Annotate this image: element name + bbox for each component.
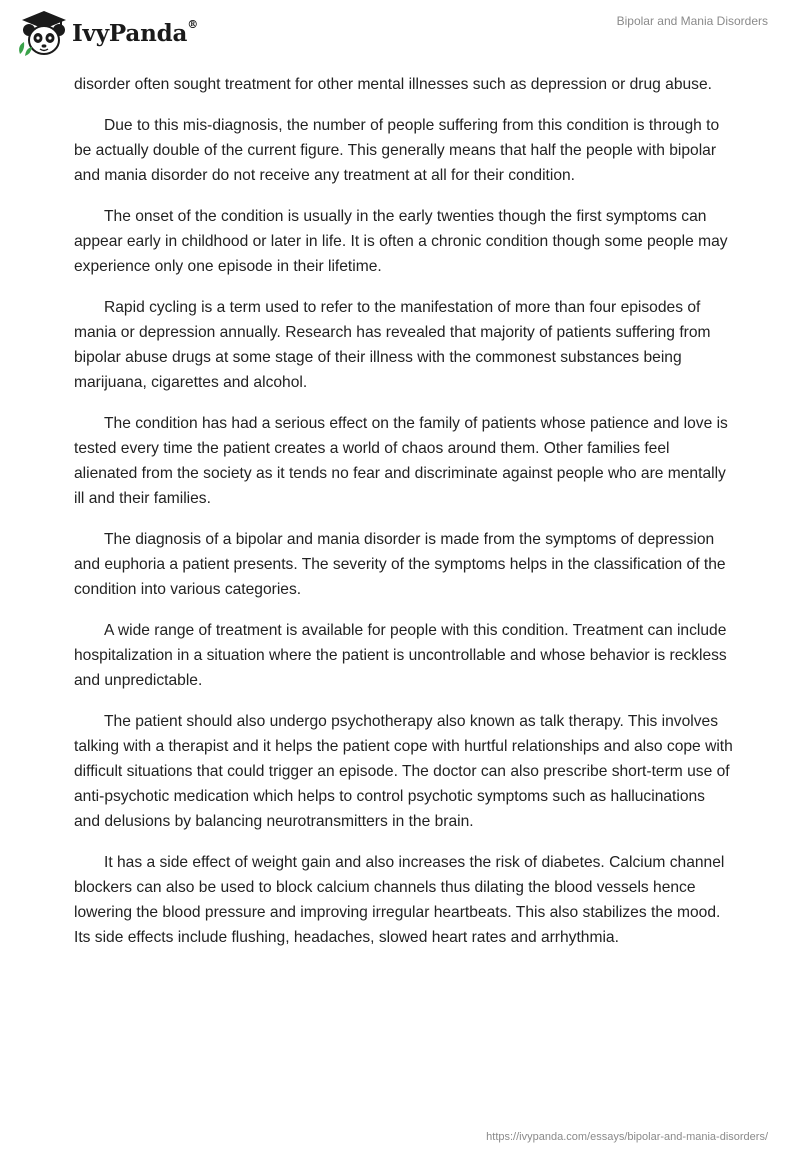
paragraph: Due to this mis-diagnosis, the number of people suffering from this condition is through to be actually double of the current figure. This generally means that half the people with bipolar and mania disorder do not receive any treatment at all for their condition. [74,117,720,184]
paragraph: A wide range of treatment is available for people with this condition. Treatment can include hospitalization in a situation where the patient is uncontrollable and whose behavior is reckless and unpredictable. [74,622,727,689]
registered-mark: ® [187,17,198,31]
source-url[interactable]: https://ivypanda.com/essays/bipolar-and-mania-disorders/ [486,1131,768,1143]
brand-logo[interactable] [14,8,198,58]
page-header [0,0,800,70]
brand-name: IvyPanda® [72,17,198,47]
panda-graduate-logo-icon [14,8,70,58]
paragraph: The diagnosis of a bipolar and mania disorder is made from the symptoms of depression and euphoria a patient presents. The severity of the symptoms helps in the classification of the condition into various categories. [74,531,726,598]
paragraph: disorder often sought treatment for other mental illnesses such as depression or drug abuse. [74,76,712,93]
essay-body [74,72,734,966]
paragraph: The condition has had a serious effect on the family of patients whose patience and love is tested every time the patient creates a world of chaos around them. Other families feel alienated from the society as it tends no fear and discriminate against people who are mentally ill and their families. [74,415,728,507]
document-title: Bipolar and Mania Disorders [616,14,768,28]
paragraph: The patient should also undergo psychotherapy also known as talk therapy. This involves talking with a therapist and it helps the patient cope with hurtful relationships and also cope with difficult situations that could trigger an episode. The doctor can also prescribe short-term use of anti-psychotic medication which helps to control psychotic symptoms such as hallucinations and delusions by balancing neurotransmitters in the brain. [74,713,733,830]
paragraph: Rapid cycling is a term used to refer to the manifestation of more than four episodes of mania or depression annually. Research has revealed that majority of patients suffering from bipolar abuse drugs at some stage of their illness with the commonest substances being marijuana, cigarettes and alcohol. [74,299,711,391]
paragraph: The onset of the condition is usually in the early twenties though the first symptoms can appear early in childhood or later in life. It is often a chronic condition though some people may experience only one episode in their lifetime. [74,208,728,275]
paragraph: It has a side effect of weight gain and also increases the risk of diabetes. Calcium channel blockers can also be used to block calcium channels thus dilating the blood vessels hence lowering the blood pressure and improving irregular heartbeats. This also stabilizes the mood. Its side effects include flushing, headaches, slowed heart rates and arrhythmia. [74,854,725,946]
